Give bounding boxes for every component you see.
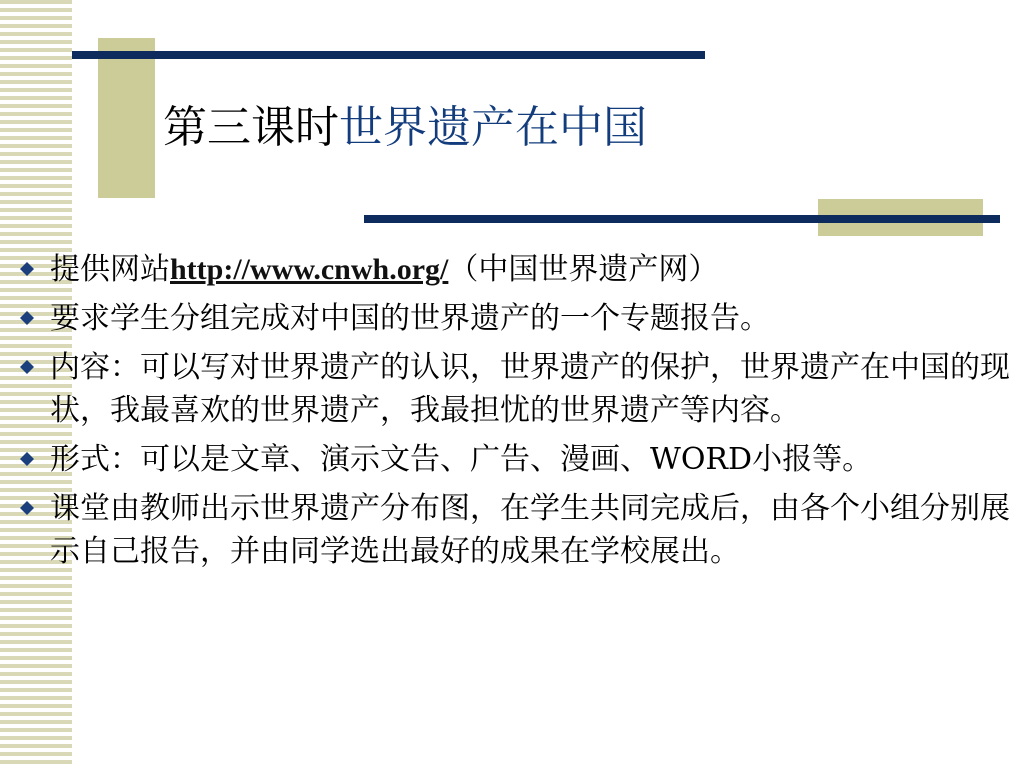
item-text: 课堂由教师出示世界遗产分布图，在学生共同完成后，由各个小组分别展示自己报告，并由同学选出最好的成果在学校展出。 [50,491,1010,569]
website-link[interactable]: http://www.cnwh.org/ [170,253,449,286]
list-item [14,248,1019,291]
item-text-before-link: 提供网站 [50,252,170,287]
diamond-bullet-icon [20,248,40,291]
bullet-list [14,248,1019,579]
list-item [14,487,1019,573]
diamond-bullet-icon [20,487,40,530]
decorative-line-top [72,51,705,59]
list-item [14,297,1019,340]
slide-title [163,98,647,158]
item-text: 内容：可以写对世界遗产的认识，世界遗产的保护，世界遗产在中国的现状，我最喜欢的世界遗产，我最担忧的世界遗产等内容。 [50,350,1010,428]
diamond-bullet-icon [20,346,40,389]
diamond-bullet-icon [20,297,40,340]
decorative-line-bottom [364,215,1000,223]
item-text: 要求学生分组完成对中国的世界遗产的一个专题报告。 [50,301,770,336]
list-item [14,346,1019,432]
diamond-bullet-icon [20,438,40,481]
decorative-block-top [98,38,155,198]
item-text: 形式：可以是文章、演示文告、广告、漫画、WORD小报等。 [50,442,873,477]
list-item [14,438,1019,481]
title-accent: 世界遗产在中国 [339,102,647,153]
title-prefix: 第三课时 [163,102,339,153]
item-text-after-link: （中国世界遗产网） [448,252,719,287]
